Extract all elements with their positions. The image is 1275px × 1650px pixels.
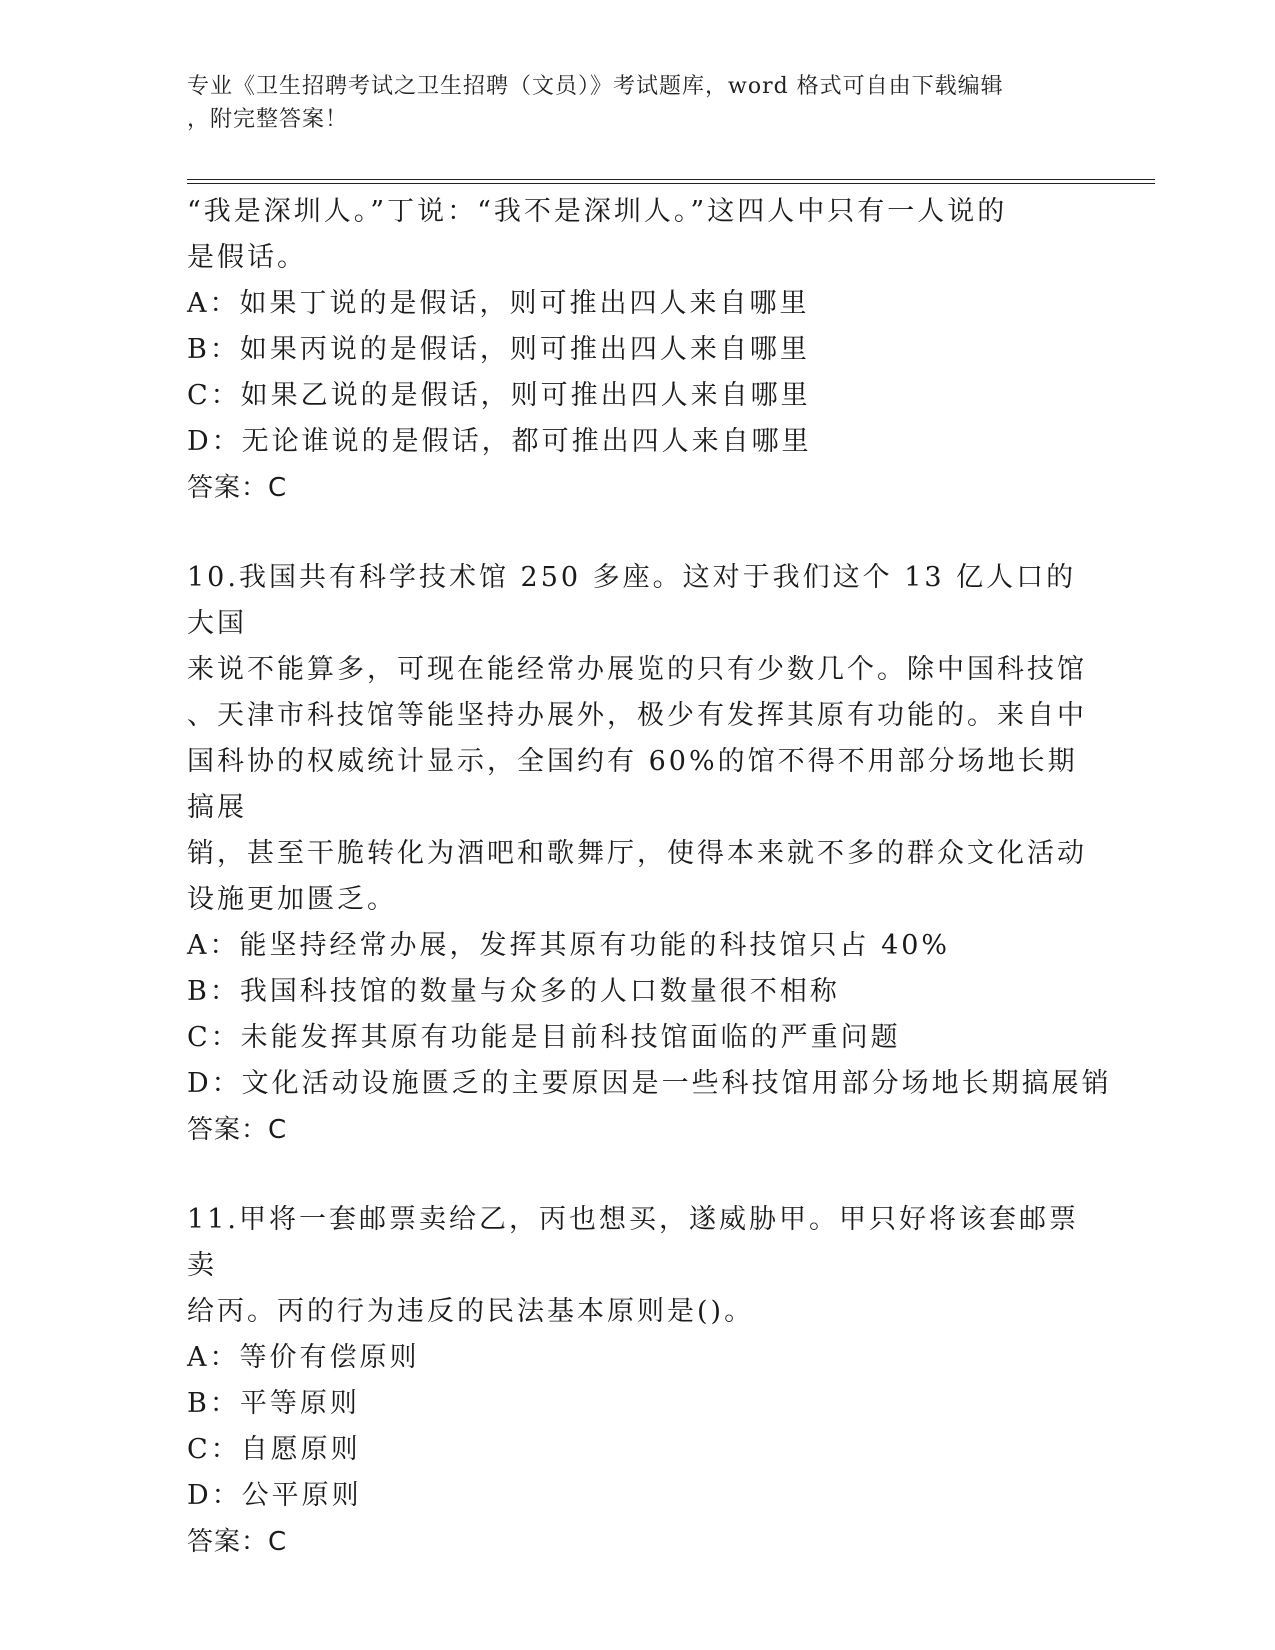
question-stem-line: 国科协的权威统计显示，全国约有 60%的馆不得不用部分场地长期搞展 [187, 746, 1078, 823]
option-a: A：等价有偿原则 [187, 1342, 420, 1373]
option-d: D：无论谁说的是假话，都可推出四人来自哪里 [187, 426, 812, 457]
answer-line: 答案：C [187, 1115, 288, 1145]
option-b: B：如果丙说的是假话，则可推出四人来自哪里 [187, 334, 810, 365]
question-stem-line: 设施更加匮乏。 [187, 884, 397, 915]
option-b: B：平等原则 [187, 1388, 360, 1419]
document-header [187, 70, 1067, 136]
option-a: A：如果丁说的是假话，则可推出四人来自哪里 [187, 288, 810, 319]
question-10 [187, 555, 1112, 1153]
option-a: A：能坚持经常办展，发挥其原有功能的科技馆只占 40% [187, 930, 951, 961]
option-c: C：未能发挥其原有功能是目前科技馆面临的严重问题 [187, 1022, 901, 1053]
question-9 [187, 189, 1087, 511]
question-stem-line: 销，甚至干脆转化为酒吧和歌舞厅，使得本来就不多的群众文化活动 [187, 838, 1087, 869]
question-stem-line: 10.我国共有科学技术馆 250 多座。这对于我们这个 13 亿人口的大国 [187, 562, 1077, 639]
option-c: C：如果乙说的是假话，则可推出四人来自哪里 [187, 380, 811, 411]
answer-line: 答案：C [187, 1527, 288, 1557]
header-rule-top [187, 179, 1155, 180]
header-rule-bottom [187, 183, 1155, 184]
question-stem-line: “我是深圳人。”丁说：“我不是深圳人。”这四人中只有一人说的 [187, 196, 1008, 227]
question-stem-line: 来说不能算多，可现在能经常办展览的只有少数几个。除中国科技馆 [187, 654, 1087, 685]
option-c: C：自愿原则 [187, 1434, 361, 1465]
question-stem-line: 11.甲将一套邮票卖给乙，丙也想买，遂威胁甲。甲只好将该套邮票卖 [187, 1204, 1079, 1281]
question-stem-line: 是假话。 [187, 242, 307, 273]
header-line-2: ，附完整答案！ [187, 107, 349, 132]
answer-line: 答案：C [187, 473, 288, 503]
option-b: B：我国科技馆的数量与众多的人口数量很不相称 [187, 976, 840, 1007]
option-d: D：公平原则 [187, 1480, 362, 1511]
document-body [187, 189, 1112, 1565]
question-stem-line: 给丙。丙的行为违反的民法基本原则是()。 [187, 1296, 755, 1327]
header-line-1: 专业《卫生招聘考试之卫生招聘（文员）》考试题库，word 格式可自由下载编辑 [187, 74, 1004, 99]
question-stem-line: 、天津市科技馆等能坚持办展外，极少有发挥其原有功能的。来自中 [187, 700, 1087, 731]
option-d: D：文化活动设施匮乏的主要原因是一些科技馆用部分场地长期搞展销 [187, 1068, 1112, 1099]
question-11 [187, 1197, 1087, 1565]
